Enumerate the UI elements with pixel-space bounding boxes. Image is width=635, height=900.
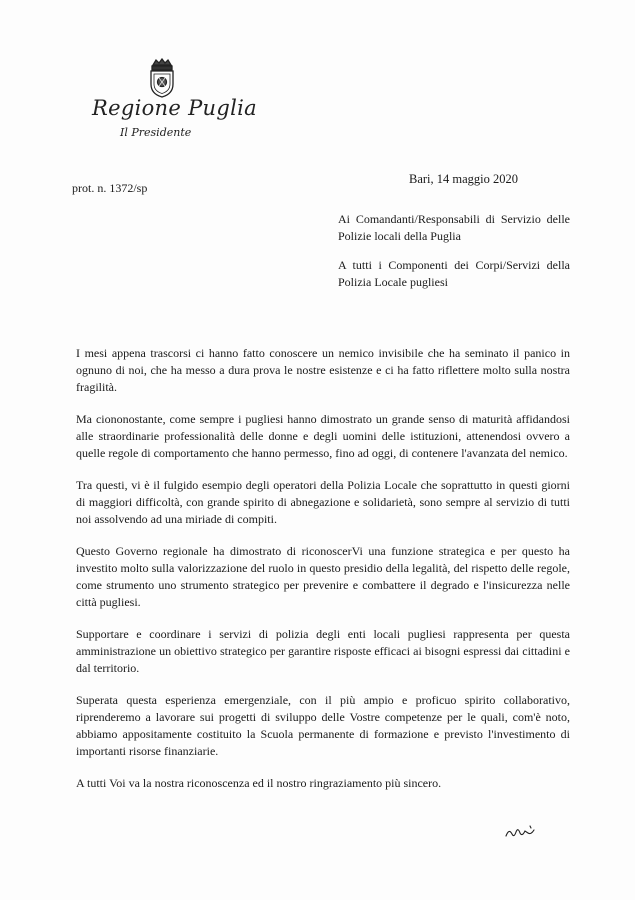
letter-date: Bari, 14 maggio 2020 (409, 172, 519, 186)
paragraph: I mesi appena trascorsi ci hanno fatto conoscere un nemico invisibile che ha seminato il panico in ognuno di noi, che ha messo a dura prova le nostre esistenze e ci ha fatto riflettere molto sulla nostra fragilità. (76, 346, 570, 394)
paragraph: Supportare e coordinare i servizi di polizia degli enti locali pugliesi rappresenta per questa amministrazione un obiettivo strategico per garantire risposte efficaci ai bisogni espressi dai cittadini e dal territorio. (76, 627, 570, 675)
letter-body (76, 345, 570, 807)
signature (504, 822, 540, 840)
paragraph: Questo Governo regionale ha dimostrato di riconoscerVi una funzione strategica e per questo ha investito molto sulla valorizzazione del ruolo in questo presidio della legalità, del rispetto delle regole, come strumento uno strumento strategico per prevenire e combattere il degrado e l'insicurezza nelle città pugliesi. (76, 544, 570, 609)
paragraph: Superata questa esperienza emergenziale, con il più ampio e proficuo spirito collaborativo, riprenderemo a lavorare sui progetti di sviluppo delle Vostre competenze per le quali, com'è noto, abbiamo appositamente costituito la Scuola permanente di formazione e previsto l'investimento di importanti risorse finanziarie. (76, 693, 570, 758)
recipient-1: Ai Comandanti/Responsabili di Servizio delle Polizie locali della Puglia (338, 212, 570, 243)
regional-emblem-icon (144, 58, 180, 98)
paragraph: A tutti Voi va la nostra riconoscenza ed il nostro ringraziamento più sincero. (76, 776, 442, 790)
organization-subtitle: Il Presidente (120, 126, 192, 139)
organization-name: Regione Puglia (92, 96, 257, 120)
paragraph: Ma ciononostante, come sempre i pugliesi hanno dimostrato un grande senso di maturità affidandosi alle straordinarie professionalità delle donne e degli uomini delle istituzioni, attenendosi ovvero a quelle regole di comportamento che hanno permesso, fino ad oggi, di contenere l'avanzata del nemico. (76, 412, 570, 460)
protocol-number: prot. n. 1372/sp (72, 181, 148, 195)
paragraph: Tra questi, vi è il fulgido esempio degli operatori della Polizia Locale che soprattutto in questi giorni di maggiori difficoltà, con grande spirito di abnegazione e solidarietà, sono sempre al servizio di tutti noi assolvendo ad una miriade di compiti. (76, 478, 570, 526)
recipient-2: A tutti i Componenti dei Corpi/Servizi della Polizia Locale pugliesi (338, 258, 570, 289)
